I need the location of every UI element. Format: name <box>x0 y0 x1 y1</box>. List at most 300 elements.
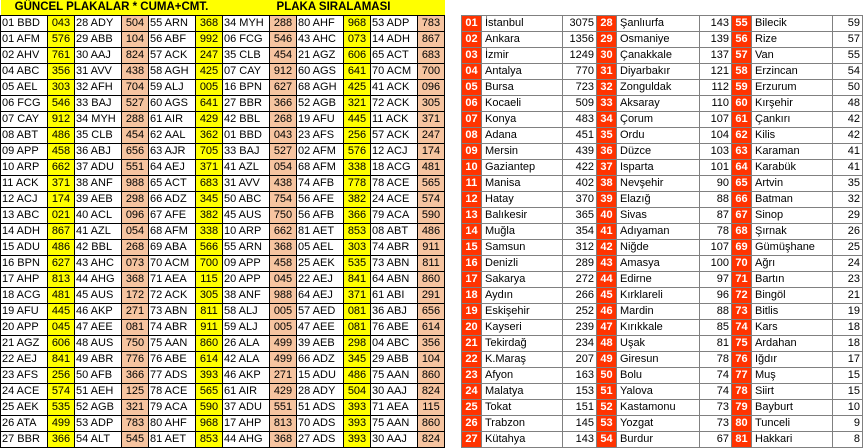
plate-number: 303 <box>48 80 75 96</box>
plate-code: 12 ACJ <box>371 144 418 160</box>
city-name: Şanlıurfa <box>617 16 700 32</box>
rank-number: 06 <box>462 96 482 112</box>
plate-number: 860 <box>418 416 445 432</box>
plate-number: 662 <box>270 224 297 240</box>
plate-number: 499 <box>48 416 75 432</box>
city-count: 100 <box>700 256 732 272</box>
plate-code: 59 ALJ <box>223 320 270 336</box>
ranking-row <box>462 128 863 144</box>
plate-number: 345 <box>344 352 371 368</box>
city-count: 48 <box>833 96 863 112</box>
ranking-row <box>462 336 863 352</box>
city-name: Niğde <box>617 240 700 256</box>
plate-code: 18 ACG <box>371 160 418 176</box>
city-name: Sakarya <box>482 272 563 288</box>
rank-number: 55 <box>732 16 752 32</box>
plate-row <box>1 288 445 304</box>
plate-code: 23 AFS <box>1 368 48 384</box>
ranking-row <box>462 48 863 64</box>
plate-code: 64 ABN <box>371 272 418 288</box>
plate-number: 811 <box>196 304 223 320</box>
plate-code: 19 AFU <box>297 112 344 128</box>
plate-number: 590 <box>196 400 223 416</box>
rank-number: 15 <box>462 240 482 256</box>
plate-number: 481 <box>48 288 75 304</box>
city-count: 121 <box>700 64 732 80</box>
plate-number: 627 <box>48 256 75 272</box>
plate-number: 911 <box>418 240 445 256</box>
city-name: Bartın <box>752 272 833 288</box>
plate-code: 37 ADU <box>75 160 122 176</box>
plate-code: 28 ADY <box>75 16 122 32</box>
plate-number: 366 <box>270 96 297 112</box>
plate-code: 08 ABT <box>371 224 418 240</box>
city-count: 41 <box>833 160 863 176</box>
plate-code: 31 AVV <box>75 64 122 80</box>
city-count: 90 <box>700 176 732 192</box>
plate-number: 481 <box>418 160 445 176</box>
city-name: Bilecik <box>752 16 833 32</box>
plate-number: 256 <box>344 128 371 144</box>
city-count: 234 <box>563 336 597 352</box>
plate-code: 21 AGZ <box>1 336 48 352</box>
plate-code: 61 AIR <box>149 112 196 128</box>
plate-code: 08 ABT <box>1 128 48 144</box>
rank-number: 65 <box>732 176 752 192</box>
plate-number: 853 <box>344 224 371 240</box>
rank-number: 13 <box>462 208 482 224</box>
plate-number: 291 <box>418 288 445 304</box>
plate-code: 66 ADZ <box>149 192 196 208</box>
city-name: Tunceli <box>752 416 833 432</box>
city-count: 3075 <box>563 16 597 32</box>
rank-number: 76 <box>732 352 752 368</box>
plate-number: 115 <box>418 400 445 416</box>
plate-number: 761 <box>48 48 75 64</box>
plate-code: 44 AHG <box>223 432 270 448</box>
plate-row <box>1 128 445 144</box>
ranking-panel <box>461 0 864 445</box>
plate-number: 656 <box>418 304 445 320</box>
plate-number: 338 <box>344 160 371 176</box>
plate-code: 44 AHG <box>75 272 122 288</box>
city-name: Ordu <box>617 128 700 144</box>
city-count: 21 <box>833 288 863 304</box>
plate-code: 02 AFM <box>297 144 344 160</box>
city-count: 137 <box>700 48 732 64</box>
plate-row <box>1 48 445 64</box>
plate-code: 40 ACL <box>75 208 122 224</box>
plate-number: 368 <box>270 432 297 448</box>
city-count: 67 <box>700 432 732 448</box>
rank-number: 51 <box>597 384 617 400</box>
rank-number: 75 <box>732 336 752 352</box>
city-count: 402 <box>563 176 597 192</box>
plate-row <box>1 384 445 400</box>
city-name: Kocaeli <box>482 96 563 112</box>
plate-code: 27 ADS <box>297 432 344 448</box>
plate-code: 61 AIR <box>223 384 270 400</box>
plate-code: 51 ADS <box>297 400 344 416</box>
plate-number: 527 <box>270 144 297 160</box>
plate-code: 38 ANF <box>75 176 122 192</box>
plate-number: 368 <box>122 272 149 288</box>
city-name: Muş <box>752 368 833 384</box>
city-count: 266 <box>563 288 597 304</box>
city-name: Kayseri <box>482 320 563 336</box>
rank-number: 24 <box>462 384 482 400</box>
plate-code: 20 APP <box>223 272 270 288</box>
city-name: Erzurum <box>752 80 833 96</box>
rank-number: 14 <box>462 224 482 240</box>
rank-number: 42 <box>597 240 617 256</box>
plate-number: 368 <box>270 240 297 256</box>
plate-code: 20 APP <box>1 320 48 336</box>
city-count: 10 <box>833 400 863 416</box>
city-count: 17 <box>833 352 863 368</box>
plate-number: 247 <box>418 128 445 144</box>
plate-code: 42 BBL <box>223 112 270 128</box>
rank-number: 62 <box>732 128 752 144</box>
plate-code: 28 ADY <box>297 384 344 400</box>
plate-code: 05 AEL <box>1 80 48 96</box>
city-count: 163 <box>563 368 597 384</box>
city-count: 15 <box>833 368 863 384</box>
plate-number: 841 <box>344 272 371 288</box>
city-name: Ardahan <box>752 336 833 352</box>
plate-number: 783 <box>418 16 445 32</box>
rank-number: 19 <box>462 304 482 320</box>
city-count: 107 <box>700 240 732 256</box>
ranking-header-spacer <box>462 0 863 16</box>
city-count: 19 <box>833 304 863 320</box>
plate-code: 79 ACA <box>149 400 196 416</box>
rank-number: 50 <box>597 368 617 384</box>
plate-number: 096 <box>418 80 445 96</box>
city-count: 312 <box>563 240 597 256</box>
plate-number: 683 <box>196 176 223 192</box>
city-name: Karabük <box>752 160 833 176</box>
plate-number: 345 <box>196 192 223 208</box>
rank-number: 11 <box>462 176 482 192</box>
rank-number: 56 <box>732 32 752 48</box>
plate-code: 58 ALJ <box>223 304 270 320</box>
rank-number: 57 <box>732 48 752 64</box>
plate-number: 005 <box>270 320 297 336</box>
plate-number: 268 <box>122 240 149 256</box>
plate-code: 56 ABF <box>149 32 196 48</box>
plate-code: 43 AHC <box>297 32 344 48</box>
plate-code: 07 CAY <box>223 64 270 80</box>
ranking-row <box>462 432 863 448</box>
rank-number: 59 <box>732 80 752 96</box>
plate-code: 70 ACM <box>149 256 196 272</box>
rank-number: 63 <box>732 144 752 160</box>
plate-code: 70 ACM <box>371 64 418 80</box>
city-count: 107 <box>700 112 732 128</box>
rank-number: 79 <box>732 400 752 416</box>
plate-number: 535 <box>344 256 371 272</box>
city-name: Samsun <box>482 240 563 256</box>
plate-code: 12 ACJ <box>1 192 48 208</box>
plate-number: 172 <box>122 288 149 304</box>
plate-number: 614 <box>196 352 223 368</box>
city-name: Kırklareli <box>617 288 700 304</box>
plate-code: 33 BAJ <box>75 96 122 112</box>
plate-number: 371 <box>344 288 371 304</box>
plate-number: 429 <box>196 112 223 128</box>
rank-number: 37 <box>597 160 617 176</box>
plate-code: 15 ADU <box>297 368 344 384</box>
plate-code: 80 AHF <box>149 416 196 432</box>
city-name: Ağrı <box>752 256 833 272</box>
rank-number: 03 <box>462 48 482 64</box>
plate-number: 303 <box>344 240 371 256</box>
plate-code: 14 ADH <box>371 32 418 48</box>
plate-number: 499 <box>270 336 297 352</box>
rank-number: 25 <box>462 400 482 416</box>
plate-code: 68 AFM <box>297 160 344 176</box>
plate-code: 75 AAN <box>371 416 418 432</box>
plate-code: 25 AEK <box>297 256 344 272</box>
city-count: 29 <box>833 208 863 224</box>
city-count: 88 <box>700 304 732 320</box>
city-name: Kars <box>752 320 833 336</box>
plate-number: 705 <box>196 144 223 160</box>
plate-number: 045 <box>48 320 75 336</box>
ranking-row <box>462 112 863 128</box>
city-count: 25 <box>833 240 863 256</box>
rank-number: 45 <box>597 288 617 304</box>
plate-code: 77 ADS <box>149 368 196 384</box>
plate-code: 17 AHP <box>1 272 48 288</box>
plate-code: 04 ABC <box>371 336 418 352</box>
rank-number: 26 <box>462 416 482 432</box>
plate-number: 641 <box>344 64 371 80</box>
plate-number: 606 <box>48 336 75 352</box>
plate-number: 867 <box>418 32 445 48</box>
plate-number: 824 <box>418 432 445 448</box>
city-count: 104 <box>700 128 732 144</box>
plate-code: 14 ADH <box>1 224 48 240</box>
city-count: 54 <box>833 64 863 80</box>
plate-number: 104 <box>122 32 149 48</box>
rank-number: 54 <box>597 432 617 448</box>
city-name: Denizli <box>482 256 563 272</box>
city-count: 32 <box>833 192 863 208</box>
plate-number: 096 <box>122 208 149 224</box>
rank-number: 53 <box>597 416 617 432</box>
plate-number: 546 <box>48 96 75 112</box>
rank-number: 58 <box>732 64 752 80</box>
plate-code: 72 ACK <box>149 288 196 304</box>
plate-code: 36 ABJ <box>371 304 418 320</box>
plate-code: 32 AFH <box>75 80 122 96</box>
plate-code: 79 ACA <box>371 208 418 224</box>
rank-number: 70 <box>732 256 752 272</box>
plate-code: 48 AUS <box>75 336 122 352</box>
plate-code: 68 AFM <box>149 224 196 240</box>
plate-code: 01 BBD <box>223 128 270 144</box>
city-count: 55 <box>833 48 863 64</box>
plate-code: 33 BAJ <box>223 144 270 160</box>
plate-number: 429 <box>270 384 297 400</box>
plate-code: 18 ACG <box>1 288 48 304</box>
plate-row <box>1 16 445 32</box>
plate-number: 247 <box>196 48 223 64</box>
rank-number: 72 <box>732 288 752 304</box>
plate-number: 656 <box>122 144 149 160</box>
plate-code: 76 ABE <box>371 320 418 336</box>
plate-number: 271 <box>270 368 297 384</box>
plate-number: 371 <box>418 112 445 128</box>
plate-code: 47 AEE <box>75 320 122 336</box>
rank-number: 44 <box>597 272 617 288</box>
rank-number: 05 <box>462 80 482 96</box>
plate-number: 545 <box>122 432 149 448</box>
plate-number: 021 <box>48 208 75 224</box>
plate-number: 393 <box>344 432 371 448</box>
city-count: 81 <box>700 336 732 352</box>
plate-number: 445 <box>48 304 75 320</box>
plate-code: 42 ALA <box>223 352 270 368</box>
plate-number: 115 <box>196 272 223 288</box>
rank-number: 12 <box>462 192 482 208</box>
city-name: Rize <box>752 32 833 48</box>
city-count: 42 <box>833 112 863 128</box>
plate-number: 992 <box>196 32 223 48</box>
ranking-table <box>461 0 863 448</box>
rank-number: 33 <box>597 96 617 112</box>
plate-code: 58 AGH <box>149 64 196 80</box>
plate-row <box>1 96 445 112</box>
plate-row <box>1 176 445 192</box>
plate-number: 811 <box>418 256 445 272</box>
rank-number: 32 <box>597 80 617 96</box>
plate-row <box>1 224 445 240</box>
plate-code: 36 ABJ <box>75 144 122 160</box>
plate-number: 535 <box>48 400 75 416</box>
plate-row <box>1 112 445 128</box>
plate-number: 486 <box>418 224 445 240</box>
plate-number: 860 <box>418 368 445 384</box>
plate-number: 362 <box>196 128 223 144</box>
plate-number: 366 <box>344 208 371 224</box>
plate-code: 10 ARP <box>223 224 270 240</box>
plate-number: 371 <box>196 160 223 176</box>
city-count: 78 <box>700 224 732 240</box>
plate-code: 39 AEB <box>75 192 122 208</box>
city-name: Burdur <box>617 432 700 448</box>
ranking-row <box>462 16 863 32</box>
plate-code: 41 ACK <box>371 80 418 96</box>
city-name: Karaman <box>752 144 833 160</box>
rank-number: 22 <box>462 352 482 368</box>
plate-code: 75 AAN <box>371 368 418 384</box>
plate-number: 458 <box>48 144 75 160</box>
plate-code: 49 ABR <box>75 352 122 368</box>
plate-code: 74 ABR <box>371 240 418 256</box>
plate-row <box>1 160 445 176</box>
plate-code: 02 AHV <box>1 48 48 64</box>
rank-number: 20 <box>462 320 482 336</box>
rank-number: 38 <box>597 176 617 192</box>
plate-number: 043 <box>270 128 297 144</box>
plate-code: 62 AAL <box>149 128 196 144</box>
plate-row <box>1 432 445 448</box>
plate-code: 29 ABB <box>75 32 122 48</box>
rank-number: 81 <box>732 432 752 448</box>
plate-code: 46 AKP <box>75 304 122 320</box>
city-count: 18 <box>833 320 863 336</box>
rank-number: 64 <box>732 160 752 176</box>
plate-number: 551 <box>122 160 149 176</box>
plate-code: 55 ARN <box>149 16 196 32</box>
city-name: Adıyaman <box>617 224 700 240</box>
city-name: Çanakkale <box>617 48 700 64</box>
plate-code: 15 ADU <box>1 240 48 256</box>
city-count: 88 <box>700 192 732 208</box>
plate-row <box>1 256 445 272</box>
rank-number: 77 <box>732 368 752 384</box>
plate-code: 45 AUS <box>223 208 270 224</box>
rank-number: 30 <box>597 48 617 64</box>
plate-row <box>1 208 445 224</box>
plate-number: 393 <box>196 368 223 384</box>
plate-number: 576 <box>48 32 75 48</box>
city-count: 59 <box>833 16 863 32</box>
city-name: Aydın <box>482 288 563 304</box>
plate-code: 39 AEB <box>297 336 344 352</box>
city-name: Artvin <box>752 176 833 192</box>
plate-number: 338 <box>196 224 223 240</box>
city-name: Şırnak <box>752 224 833 240</box>
plate-code: 16 BPN <box>1 256 48 272</box>
city-name: Bursa <box>482 80 563 96</box>
rank-number: 41 <box>597 224 617 240</box>
plate-code: 01 BBD <box>1 16 48 32</box>
plate-number: 606 <box>344 48 371 64</box>
city-name: Konya <box>482 112 563 128</box>
city-name: Aksaray <box>617 96 700 112</box>
plate-number: 504 <box>122 16 149 32</box>
rank-number: 67 <box>732 208 752 224</box>
ranking-row <box>462 32 863 48</box>
plate-number: 005 <box>270 304 297 320</box>
city-count: 422 <box>563 160 597 176</box>
rank-number: 08 <box>462 128 482 144</box>
rank-number: 36 <box>597 144 617 160</box>
ranking-row <box>462 256 863 272</box>
rank-number: 16 <box>462 256 482 272</box>
plate-code: 41 AZL <box>223 160 270 176</box>
city-count: 41 <box>833 144 863 160</box>
plate-code: 65 ACT <box>371 48 418 64</box>
plate-number: 081 <box>344 320 371 336</box>
rank-number: 40 <box>597 208 617 224</box>
city-count: 73 <box>700 416 732 432</box>
rank-number: 73 <box>732 304 752 320</box>
plate-code: 35 CLB <box>75 128 122 144</box>
plate-number: 867 <box>48 224 75 240</box>
city-count: 23 <box>833 272 863 288</box>
city-name: Amasya <box>617 256 700 272</box>
plate-number: 486 <box>48 240 75 256</box>
plate-code: 57 AED <box>297 304 344 320</box>
plate-code: 53 ADP <box>75 416 122 432</box>
plate-row <box>1 144 445 160</box>
plate-number: 627 <box>270 80 297 96</box>
